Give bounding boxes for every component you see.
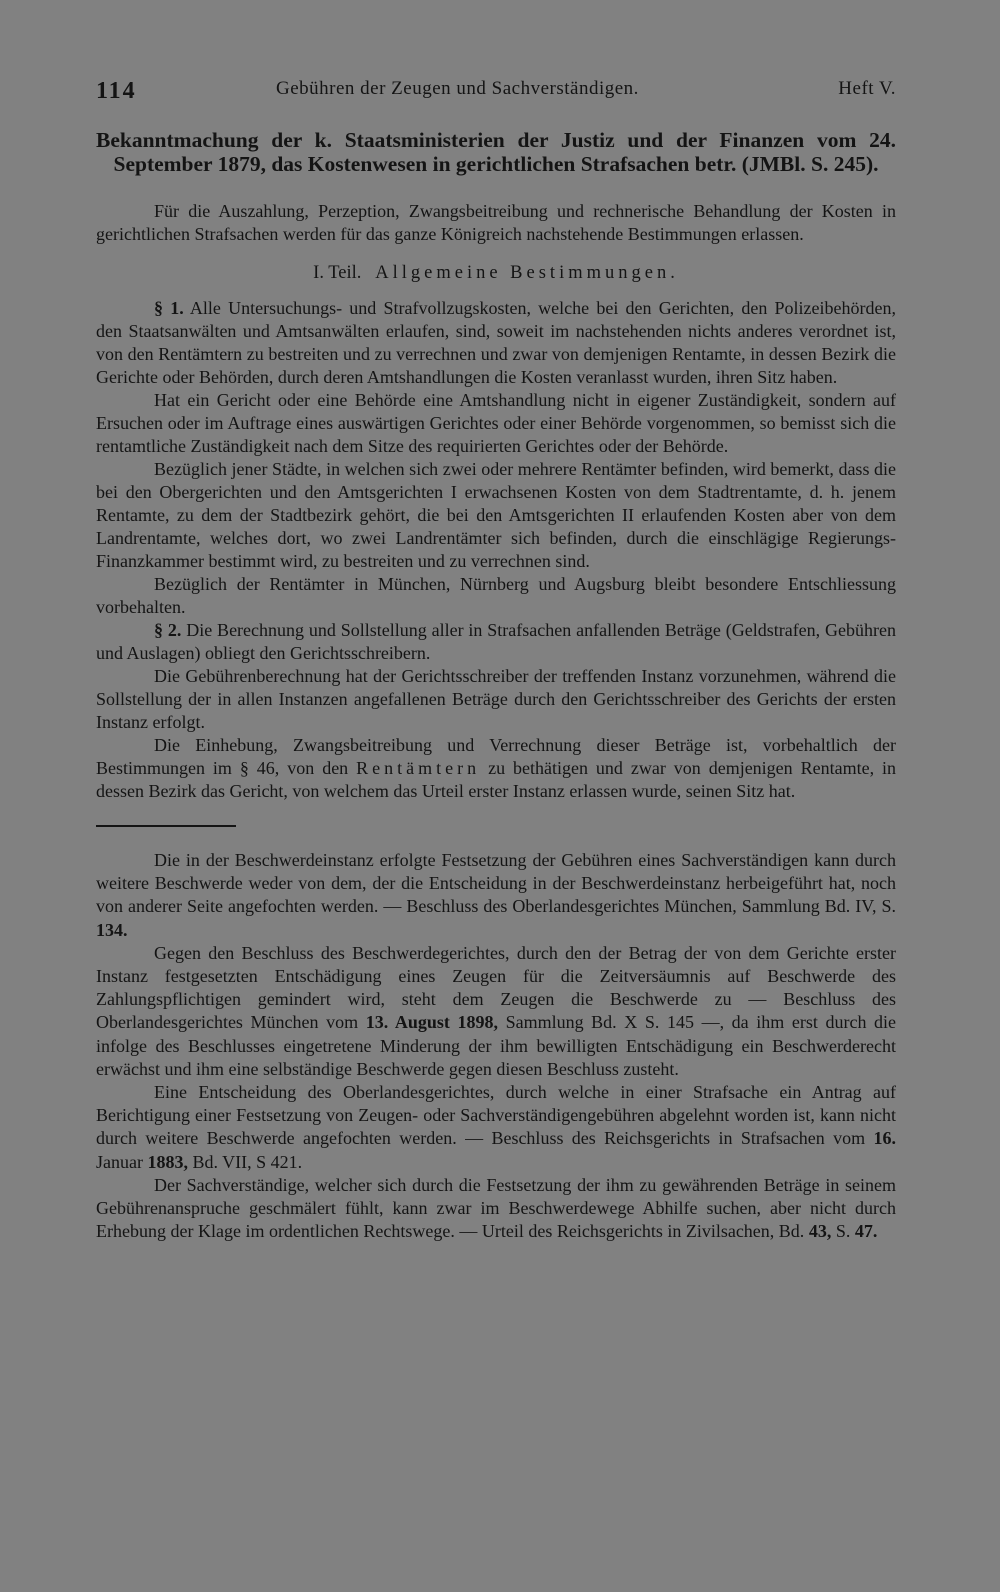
section-2-spaced-word: Rentämtern <box>356 758 481 778</box>
section-2-text-3b: zu bethätigen und zwar von demjenigen Rentamte, in dessen Bezirk das Gericht, von welchem das Urteil erster Instanz erlassen wurde, seinen Sitz hat. <box>96 758 897 801</box>
section-1-sign: § 1. <box>154 298 184 318</box>
note-1-page: 134. <box>96 919 128 940</box>
part-name: Allgemeine Bestimmungen. <box>375 263 679 283</box>
note-3-text-c: Bd. VII, S 421. <box>192 1151 303 1172</box>
section-1-paragraph-1 <box>96 297 896 389</box>
part-number: I. Teil. <box>313 263 362 283</box>
page-number: 114 <box>96 78 137 104</box>
note-4-page: 47. <box>854 1221 878 1242</box>
note-2-text-b: Sammlung Bd. X S. 145 —, da ihm erst durch die infolge des Beschlusses eingetretene Minderung der ihm bewilligten Entschädigung ein Beschwerderecht erwächst und ihm eine selbständige Beschwerde gegen diesen Beschluss zusteht. <box>96 1012 897 1079</box>
note-2 <box>96 942 896 1081</box>
note-1-text: Die in der Beschwerdeinstanz erfolgte Festsetzung der Gebühren eines Sachverständigen kann durch weitere Beschwerde weder von dem, der die Entscheidung in der Beschwerdeinstanz herbeigeführt hat, noch von anderer Seite angefochten werden. — Beschluss des Oberlandesgerichtes München, Sammlung Bd. IV, S. <box>96 850 896 917</box>
note-4-text-a: Der Sachverständige, welcher sich durch die Festsetzung der ihm zu gewährenden Beträge in seinem Gebührenanspruche geschmälert fühlt, kann zwar im Beschwerdewege Abhilfe suchen, aber nicht durch Erhebung der Klage im ordentlichen Rechtswege. — Urteil des Reichsgerichts in Zivilsachen, Bd. <box>96 1174 896 1242</box>
page-header <box>96 70 896 110</box>
main-text <box>96 200 896 803</box>
note-3-text-a: Eine Entscheidung des Oberlandesgerichtes, durch welche in einer Strafsache ein Antrag auf Berichtigung einer Festsetzung von Zeugen- oder Sachverständigengebühren abgelehnt worden ist, kann nicht durch weitere Beschwerde angefochten werden. — Beschluss des Reichsgerichts in Strafsachen vom <box>96 1082 896 1149</box>
note-2-date: 13. August 1898, <box>365 1012 498 1033</box>
note-2-text-a: Gegen den Beschluss des Beschwerdegerichtes, durch den der Betrag der von dem Gerichte erster Instanz festgesetzten Entschädigung eines Zeugen für die Zeitversäumnis auf Beschwerde des Zahlungspflichtigen gemindert wird, steht dem Zeugen die Beschwerde zu — Beschluss des Oberlandesgerichtes München vom <box>96 942 896 1033</box>
section-2-sign: § 2. <box>154 620 182 640</box>
note-4 <box>96 1174 896 1244</box>
footnote-divider <box>96 825 236 827</box>
note-4-text-b: S. <box>835 1221 851 1242</box>
note-3-month: Januar <box>96 1151 143 1172</box>
annotations <box>96 849 896 1243</box>
note-4-volume: 43, <box>808 1221 832 1242</box>
section-1-paragraph-3: Bezüglich jener Städte, in welchen sich zwei oder mehrere Rentämter befinden, wird bemerkt, dass die bei den Obergerichten und den Amtsgerichten I erwachsenen Kosten von dem Stadtrentamte, d. h. jenem Rentamte, zu dem der Stadtbezirk gehört, die bei den Amtsgerichten II erlaufenden Kosten aber von dem Landrentamte, welches dort, wo zwei Landrentämter sich befinden, durch die einschlägige Regierungs-Finanzkammer bestimmt wird, zu bestreiten und zu verrechnen sind. <box>96 459 896 571</box>
note-3 <box>96 1081 896 1174</box>
intro-paragraph: Für die Auszahlung, Perzeption, Zwangsbeitreibung und rechnerische Behandlung der Kosten in gerichtlichen Strafsachen werden für das ganze Königreich nachstehende Bestimmungen erlassen. <box>96 201 896 244</box>
running-title: Gebühren der Zeugen und Sachverständigen. <box>276 78 639 99</box>
note-3-day: 16. <box>873 1128 896 1149</box>
section-2-paragraph-1 <box>96 619 896 665</box>
note-3-year: 1883, <box>147 1151 188 1172</box>
section-2-text-3a: Die Einhebung, Zwangsbeitreibung und Verrechnung dieser Beträge ist, vorbehaltlich der Bestimmungen im § 46, von den <box>96 735 896 778</box>
section-2-paragraph-3 <box>96 734 896 803</box>
document-title: Bekanntmachung der k. Staatsministerien der Justiz und der Finanzen vom 24. September 1879, das Kostenwesen in gerichtlichen Strafsachen betr. (JMBl. S. 245). <box>96 128 896 176</box>
book-page <box>96 70 896 1243</box>
section-2-paragraph-2: Die Gebührenberechnung hat der Gerichtsschreiber der treffenden Instanz vorzunehmen, während die Sollstellung der in allen Instanzen angefallenen Beträge durch den Gerichtsschreiber des Gerichts der ersten Instanz erfolgt. <box>96 666 896 732</box>
part-heading <box>96 262 896 285</box>
section-1-paragraph-2: Hat ein Gericht oder eine Behörde eine Amtshandlung nicht in eigener Zuständigkeit, sondern auf Ersuchen oder im Auftrage eines auswärtigen Gerichtes oder einer Behörde vorgenommen, so bemisst sich die rentamtliche Zuständigkeit nach dem Sitze des requirierten Gerichtes oder der Behörde. <box>96 390 896 456</box>
issue-label: Heft V. <box>838 78 896 99</box>
section-1-text-1: Alle Untersuchungs- und Strafvollzugskosten, welche bei den Gerichten, den Polizeibehörden, den Staatsanwälten und Amtsanwälten erlaufen, sind, soweit im nachstehenden nichts anderes verordnet ist, von den Rentämtern zu bestreiten und zu verrechnen und zwar von demjenigen Rentamte, in dessen Bezirk die Gerichte oder Behörden, durch deren Amtshandlungen die Kosten veranlasst wurden, ihren Sitz haben. <box>96 298 897 387</box>
section-2-text-1: Die Berechnung und Sollstellung aller in Strafsachen anfallenden Beträge (Geldstrafen, Gebühren und Auslagen) obliegt den Gerichtsschreibern. <box>96 620 897 663</box>
note-1 <box>96 849 896 942</box>
section-1-paragraph-4: Bezüglich der Rentämter in München, Nürnberg und Augsburg bleibt besondere Entschliessung vorbehalten. <box>96 574 896 617</box>
